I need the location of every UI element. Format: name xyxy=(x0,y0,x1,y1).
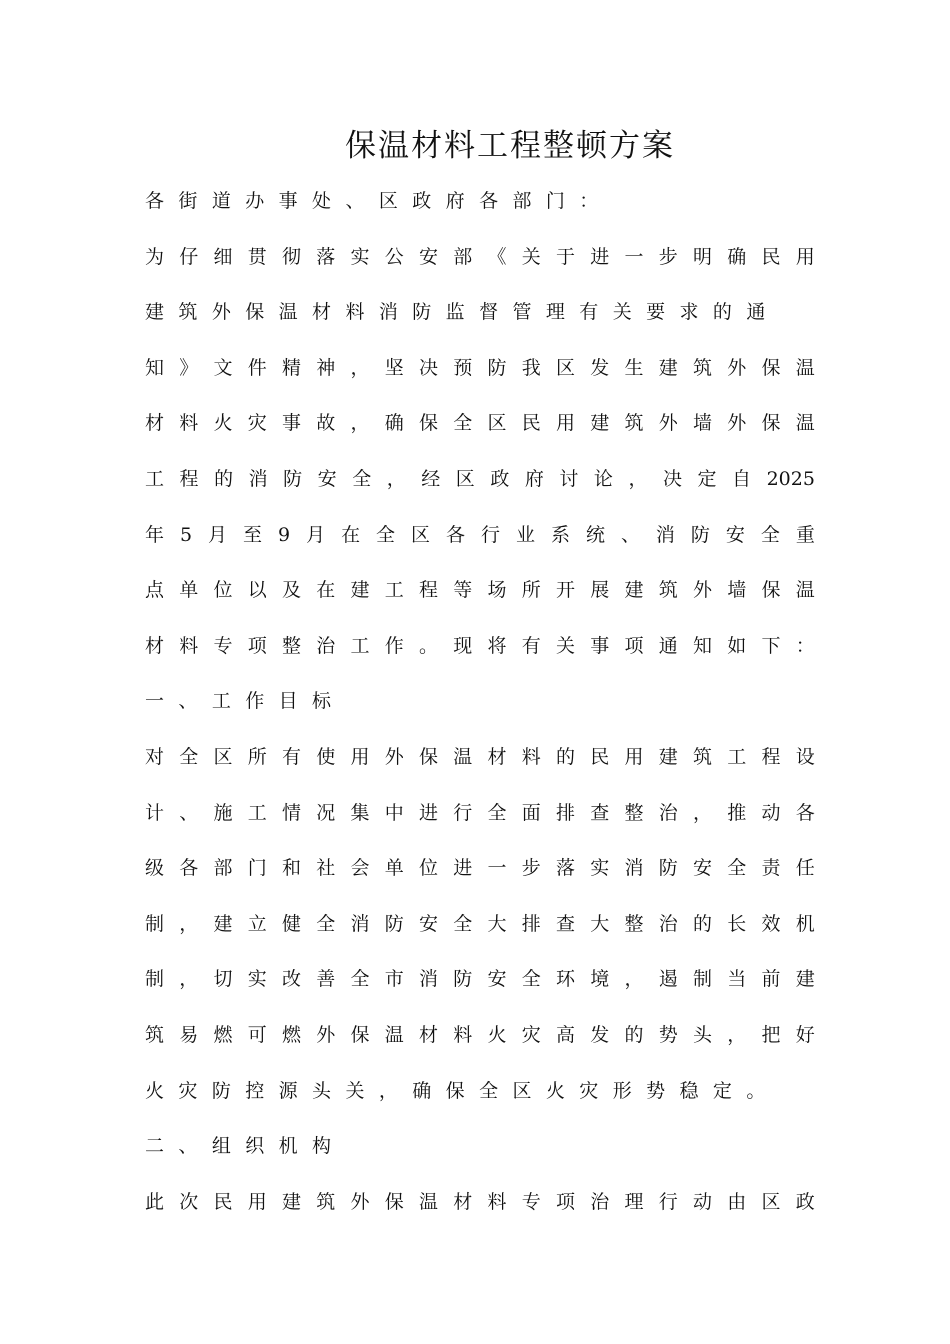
document-title: 保温材料工程整顿方案 xyxy=(345,128,675,164)
body-line: 级 各 部 门 和 社 会 单 位 进 一 步 落 实 消 防 安 全 责 任 xyxy=(145,857,815,880)
body-line: 年 5 月 至 9 月 在 全 区 各 行 业 系 统 、 消 防 安 全 重 xyxy=(145,523,815,546)
body-line: 此 次 民 用 建 筑 外 保 温 材 料 专 项 治 理 行 动 由 区 政 xyxy=(145,1190,815,1213)
body-line: 一 、 工 作 目 标 xyxy=(145,690,332,713)
body-line: 知 》 文 件 精 神 ， 坚 决 预 防 我 区 发 生 建 筑 外 保 温 xyxy=(145,356,815,379)
body-line: 对 全 区 所 有 使 用 外 保 温 材 料 的 民 用 建 筑 工 程 设 xyxy=(145,746,815,768)
body-line: 材 料 火 灾 事 故 ， 确 保 全 区 民 用 建 筑 外 墙 外 保 温 xyxy=(145,412,815,435)
body-line: 火 灾 防 控 源 头 关 ， 确 保 全 区 火 灾 形 势 稳 定 。 xyxy=(145,1079,766,1102)
body-line: 点 单 位 以 及 在 建 工 程 等 场 所 开 展 建 筑 外 墙 保 温 xyxy=(145,579,815,602)
body-line: 制 ， 切 实 改 善 全 市 消 防 安 全 环 境 ， 遏 制 当 前 建 xyxy=(145,968,815,991)
body-line: 建 筑 外 保 温 材 料 消 防 监 督 管 理 有 关 要 求 的 通 xyxy=(145,301,766,324)
body-line: 工 程 的 消 防 安 全 ， 经 区 政 府 讨 论 ， 决 定 自 2025 xyxy=(145,468,815,490)
body-line: 筑 易 燃 可 燃 外 保 温 材 料 火 灾 高 发 的 势 头 ， 把 好 xyxy=(145,1024,815,1046)
body-line: 各 街 道 办 事 处 、 区 政 府 各 部 门 ： xyxy=(145,190,599,212)
body-line: 计 、 施 工 情 况 集 中 进 行 全 面 排 查 整 治 ， 推 动 各 xyxy=(145,801,815,824)
body-line: 为 仔 细 贯 彻 落 实 公 安 部 《 关 于 进 一 步 明 确 民 用 xyxy=(145,245,815,268)
body-line: 材 料 专 项 整 治 工 作 。 现 将 有 关 事 项 通 知 如 下 ： xyxy=(145,634,815,657)
body-line: 制 ， 建 立 健 全 消 防 安 全 大 排 查 大 整 治 的 长 效 机 xyxy=(145,912,815,935)
body-line: 二 、 组 织 机 构 xyxy=(145,1135,332,1158)
